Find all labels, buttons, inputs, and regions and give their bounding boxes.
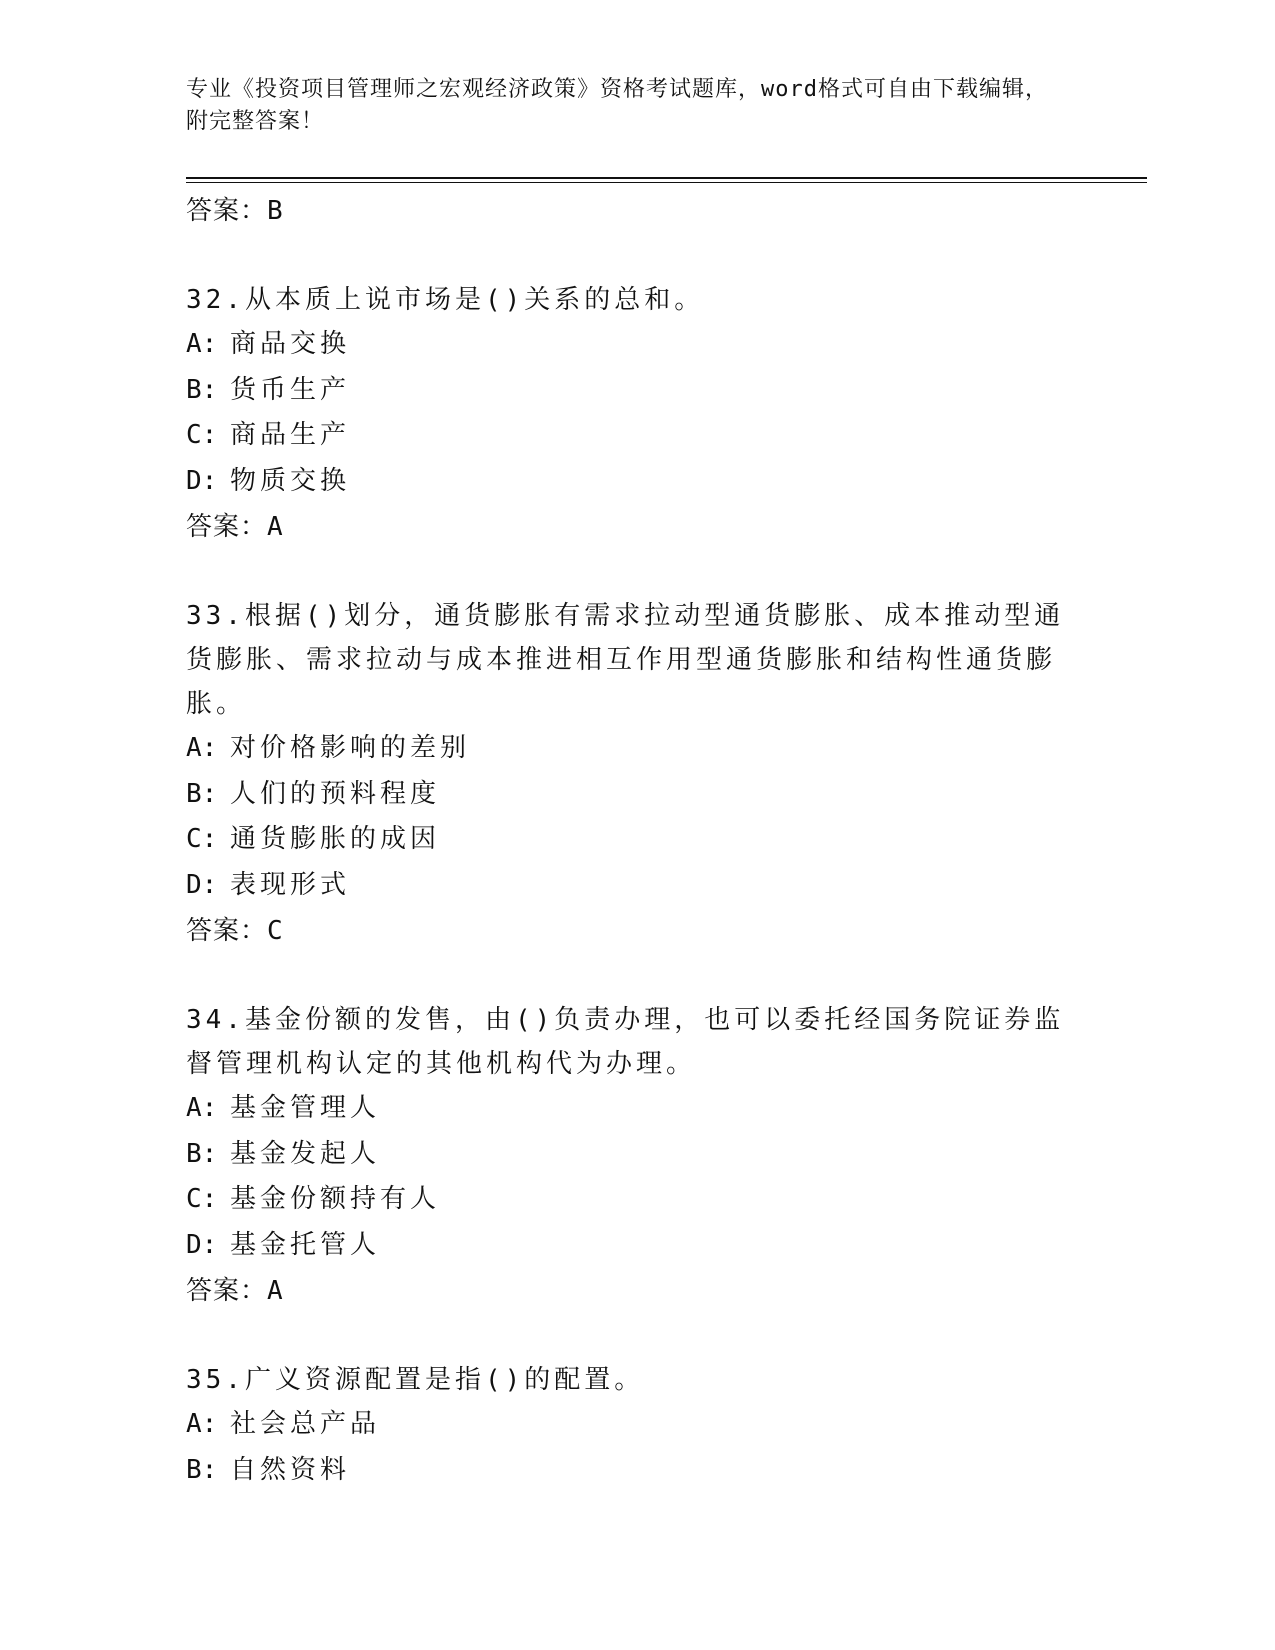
option-b: [186, 1132, 1076, 1178]
option-a: [186, 1086, 1076, 1132]
answer-label: 答案：: [186, 512, 268, 542]
question-item: [186, 998, 1076, 1314]
answer-label: 答案：: [186, 1276, 268, 1306]
option-key: A:: [186, 1409, 218, 1439]
answer-value: A: [267, 1276, 284, 1306]
option-key: A:: [186, 733, 218, 763]
option-d: [186, 1223, 1076, 1269]
header-divider: [186, 177, 1147, 179]
question-item: [186, 594, 1076, 954]
option-key: B:: [186, 1454, 218, 1485]
option-d: [186, 459, 1076, 505]
answer-line: [186, 188, 1076, 234]
option-c: [186, 817, 1076, 863]
option-text: 对价格影响的差别: [230, 733, 471, 763]
option-a: [186, 1402, 1076, 1448]
answer-line: [186, 504, 1076, 550]
option-key: D:: [186, 465, 218, 496]
option-key: C:: [186, 420, 218, 450]
option-text: 表现形式: [230, 869, 351, 900]
answer-line: [186, 908, 1076, 954]
question-stem: 33.根据()划分，通货膨胀有需求拉动型通货膨胀、成本推动型通货膨胀、需求拉动与成本推进相互作用型通货膨胀和结构性通货膨胀。: [186, 601, 1065, 719]
option-key: A:: [186, 1093, 218, 1123]
question-stem: 32.从本质上说市场是()关系的总和。: [186, 285, 705, 315]
option-b: [186, 368, 1076, 414]
option-text: 人们的预料程度: [230, 778, 441, 809]
option-a: [186, 322, 1076, 368]
option-text: 基金管理人: [230, 1093, 381, 1123]
option-key: A:: [186, 329, 218, 359]
option-b: [186, 772, 1076, 818]
option-key: B:: [186, 778, 218, 809]
question-item: [186, 278, 1076, 550]
option-d: [186, 863, 1076, 909]
question-stem: 35.广义资源配置是指()的配置。: [186, 1365, 645, 1395]
option-text: 基金托管人: [230, 1229, 381, 1260]
option-key: C:: [186, 1184, 218, 1214]
option-text: 商品交换: [230, 329, 351, 359]
question-list: [186, 188, 1076, 1493]
answer-value: B: [267, 196, 284, 226]
option-key: B:: [186, 374, 218, 405]
option-key: D:: [186, 1229, 218, 1260]
option-key: C:: [186, 824, 218, 854]
option-text: 物质交换: [230, 465, 351, 496]
answer-label: 答案：: [186, 916, 268, 946]
answer-value: A: [267, 512, 284, 542]
question-item: [186, 1358, 1076, 1493]
option-b: [186, 1448, 1076, 1494]
answer-line: [186, 1268, 1076, 1314]
option-text: 基金份额持有人: [230, 1184, 441, 1214]
option-a: [186, 726, 1076, 772]
option-text: 自然资料: [230, 1454, 351, 1485]
option-text: 货币生产: [230, 374, 351, 405]
option-text: 社会总产品: [230, 1409, 381, 1439]
answer-value: C: [267, 916, 284, 946]
answer-label: 答案：: [186, 196, 268, 226]
header-divider-thin: [186, 182, 1147, 183]
option-text: 商品生产: [230, 420, 351, 450]
option-text: 通货膨胀的成因: [230, 824, 441, 854]
option-c: [186, 1177, 1076, 1223]
option-c: [186, 413, 1076, 459]
option-key: B:: [186, 1138, 218, 1169]
option-key: D:: [186, 869, 218, 900]
document-header: 专业《投资项目管理师之宏观经济政策》资格考试题库，word格式可自由下载编辑，附完整答案！: [186, 77, 1048, 134]
option-text: 基金发起人: [230, 1138, 381, 1169]
question-stem: 34.基金份额的发售，由()负责办理，也可以委托经国务院证券监督管理机构认定的其他机构代为办理。: [186, 1005, 1065, 1079]
